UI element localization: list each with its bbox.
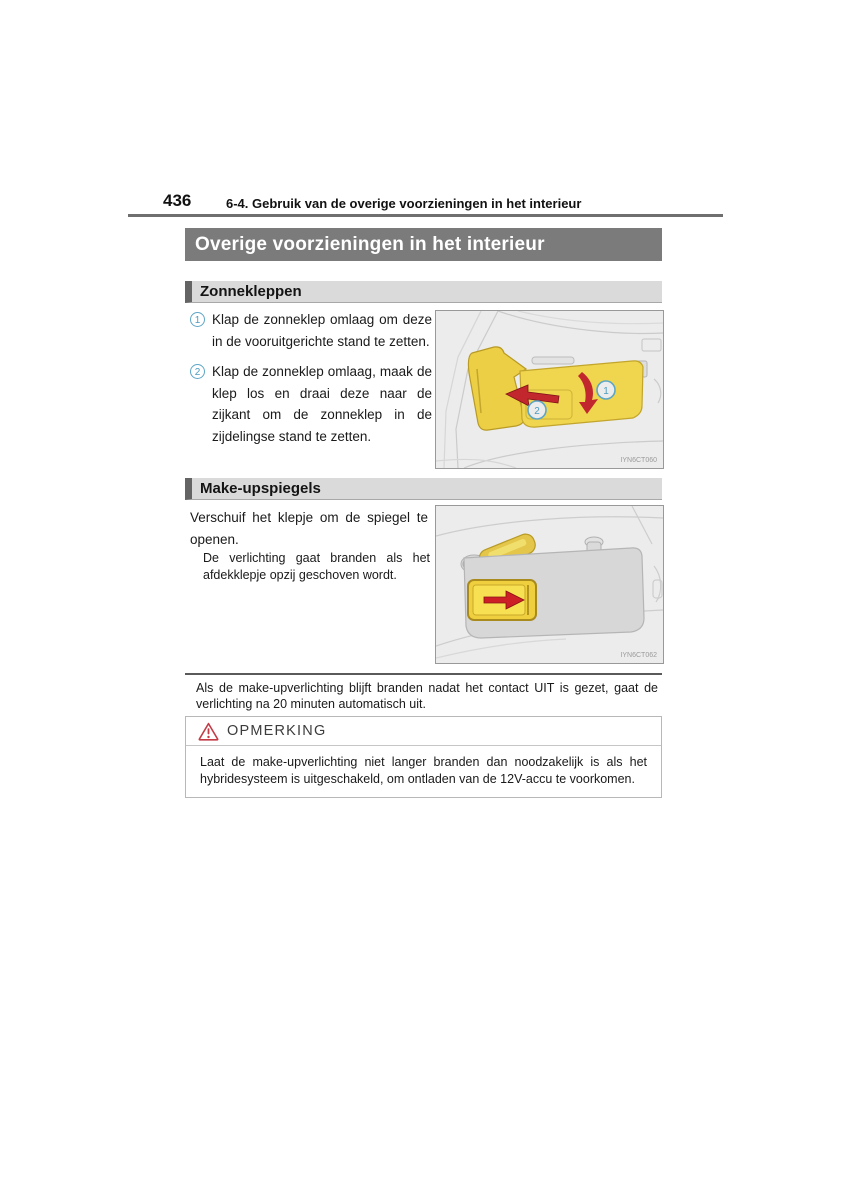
makeup-instruction: Verschuif het klepje om de spiegel te openen. xyxy=(190,510,428,547)
footnote-text: Als de make-upverlichting blijft branden nadat het contact UIT is gezet, gaat de verlichting na 20 minuten automatisch uit. xyxy=(196,681,658,711)
section-heading-makeup: Make-upspiegels xyxy=(185,478,662,500)
callout-1-label: 1 xyxy=(603,386,609,397)
step-2-text: Klap de zonneklep omlaag, maak de klep los en draai deze naar de zijkant om de zonneklep in de zijdelingse stand te zetten. xyxy=(212,364,432,444)
notice-header xyxy=(186,717,661,746)
chapter-title: 6-4. Gebruik van de overige voorzieningen in het interieur xyxy=(226,196,582,211)
callout-2-label: 2 xyxy=(534,406,540,417)
warning-triangle-icon xyxy=(198,722,219,741)
sun-visor-illustration xyxy=(436,311,663,468)
step-2-number-badge: 2 xyxy=(190,364,205,379)
page-number: 436 xyxy=(163,191,192,210)
figure-code: IYN6CT060 xyxy=(620,457,657,464)
figure-code: IYN6CT062 xyxy=(620,652,657,659)
notice-title: OPMERKING xyxy=(227,723,327,739)
header-rule xyxy=(128,214,723,217)
footnote-divider xyxy=(185,673,662,675)
vanity-mirror-figure xyxy=(435,505,664,664)
notice-box xyxy=(185,716,662,798)
vanity-mirror-illustration xyxy=(436,506,663,663)
step-1-number-badge: 1 xyxy=(190,312,205,327)
sun-visor-figure xyxy=(435,310,664,469)
step-2 xyxy=(190,361,432,447)
step-1-text: Klap de zonneklep omlaag om deze in de vooruitgerichte stand te zetten. xyxy=(212,312,432,349)
page-title: Overige voorzieningen in het interieur xyxy=(185,228,662,261)
section-heading-zonnekleppen: Zonnekleppen xyxy=(185,281,662,303)
zonnekleppen-steps xyxy=(190,309,432,456)
makeup-note: De verlichting gaat branden als het afdekklepje opzij geschoven wordt. xyxy=(203,551,430,582)
step-1 xyxy=(190,309,432,352)
ceiling-console xyxy=(532,357,574,364)
notice-text: Laat de make-upverlichting niet langer branden dan noodzakelijk is als het hybridesysteem is uitgeschakeld, om ontladen van de 12V-accu te voorkomen. xyxy=(200,755,647,786)
